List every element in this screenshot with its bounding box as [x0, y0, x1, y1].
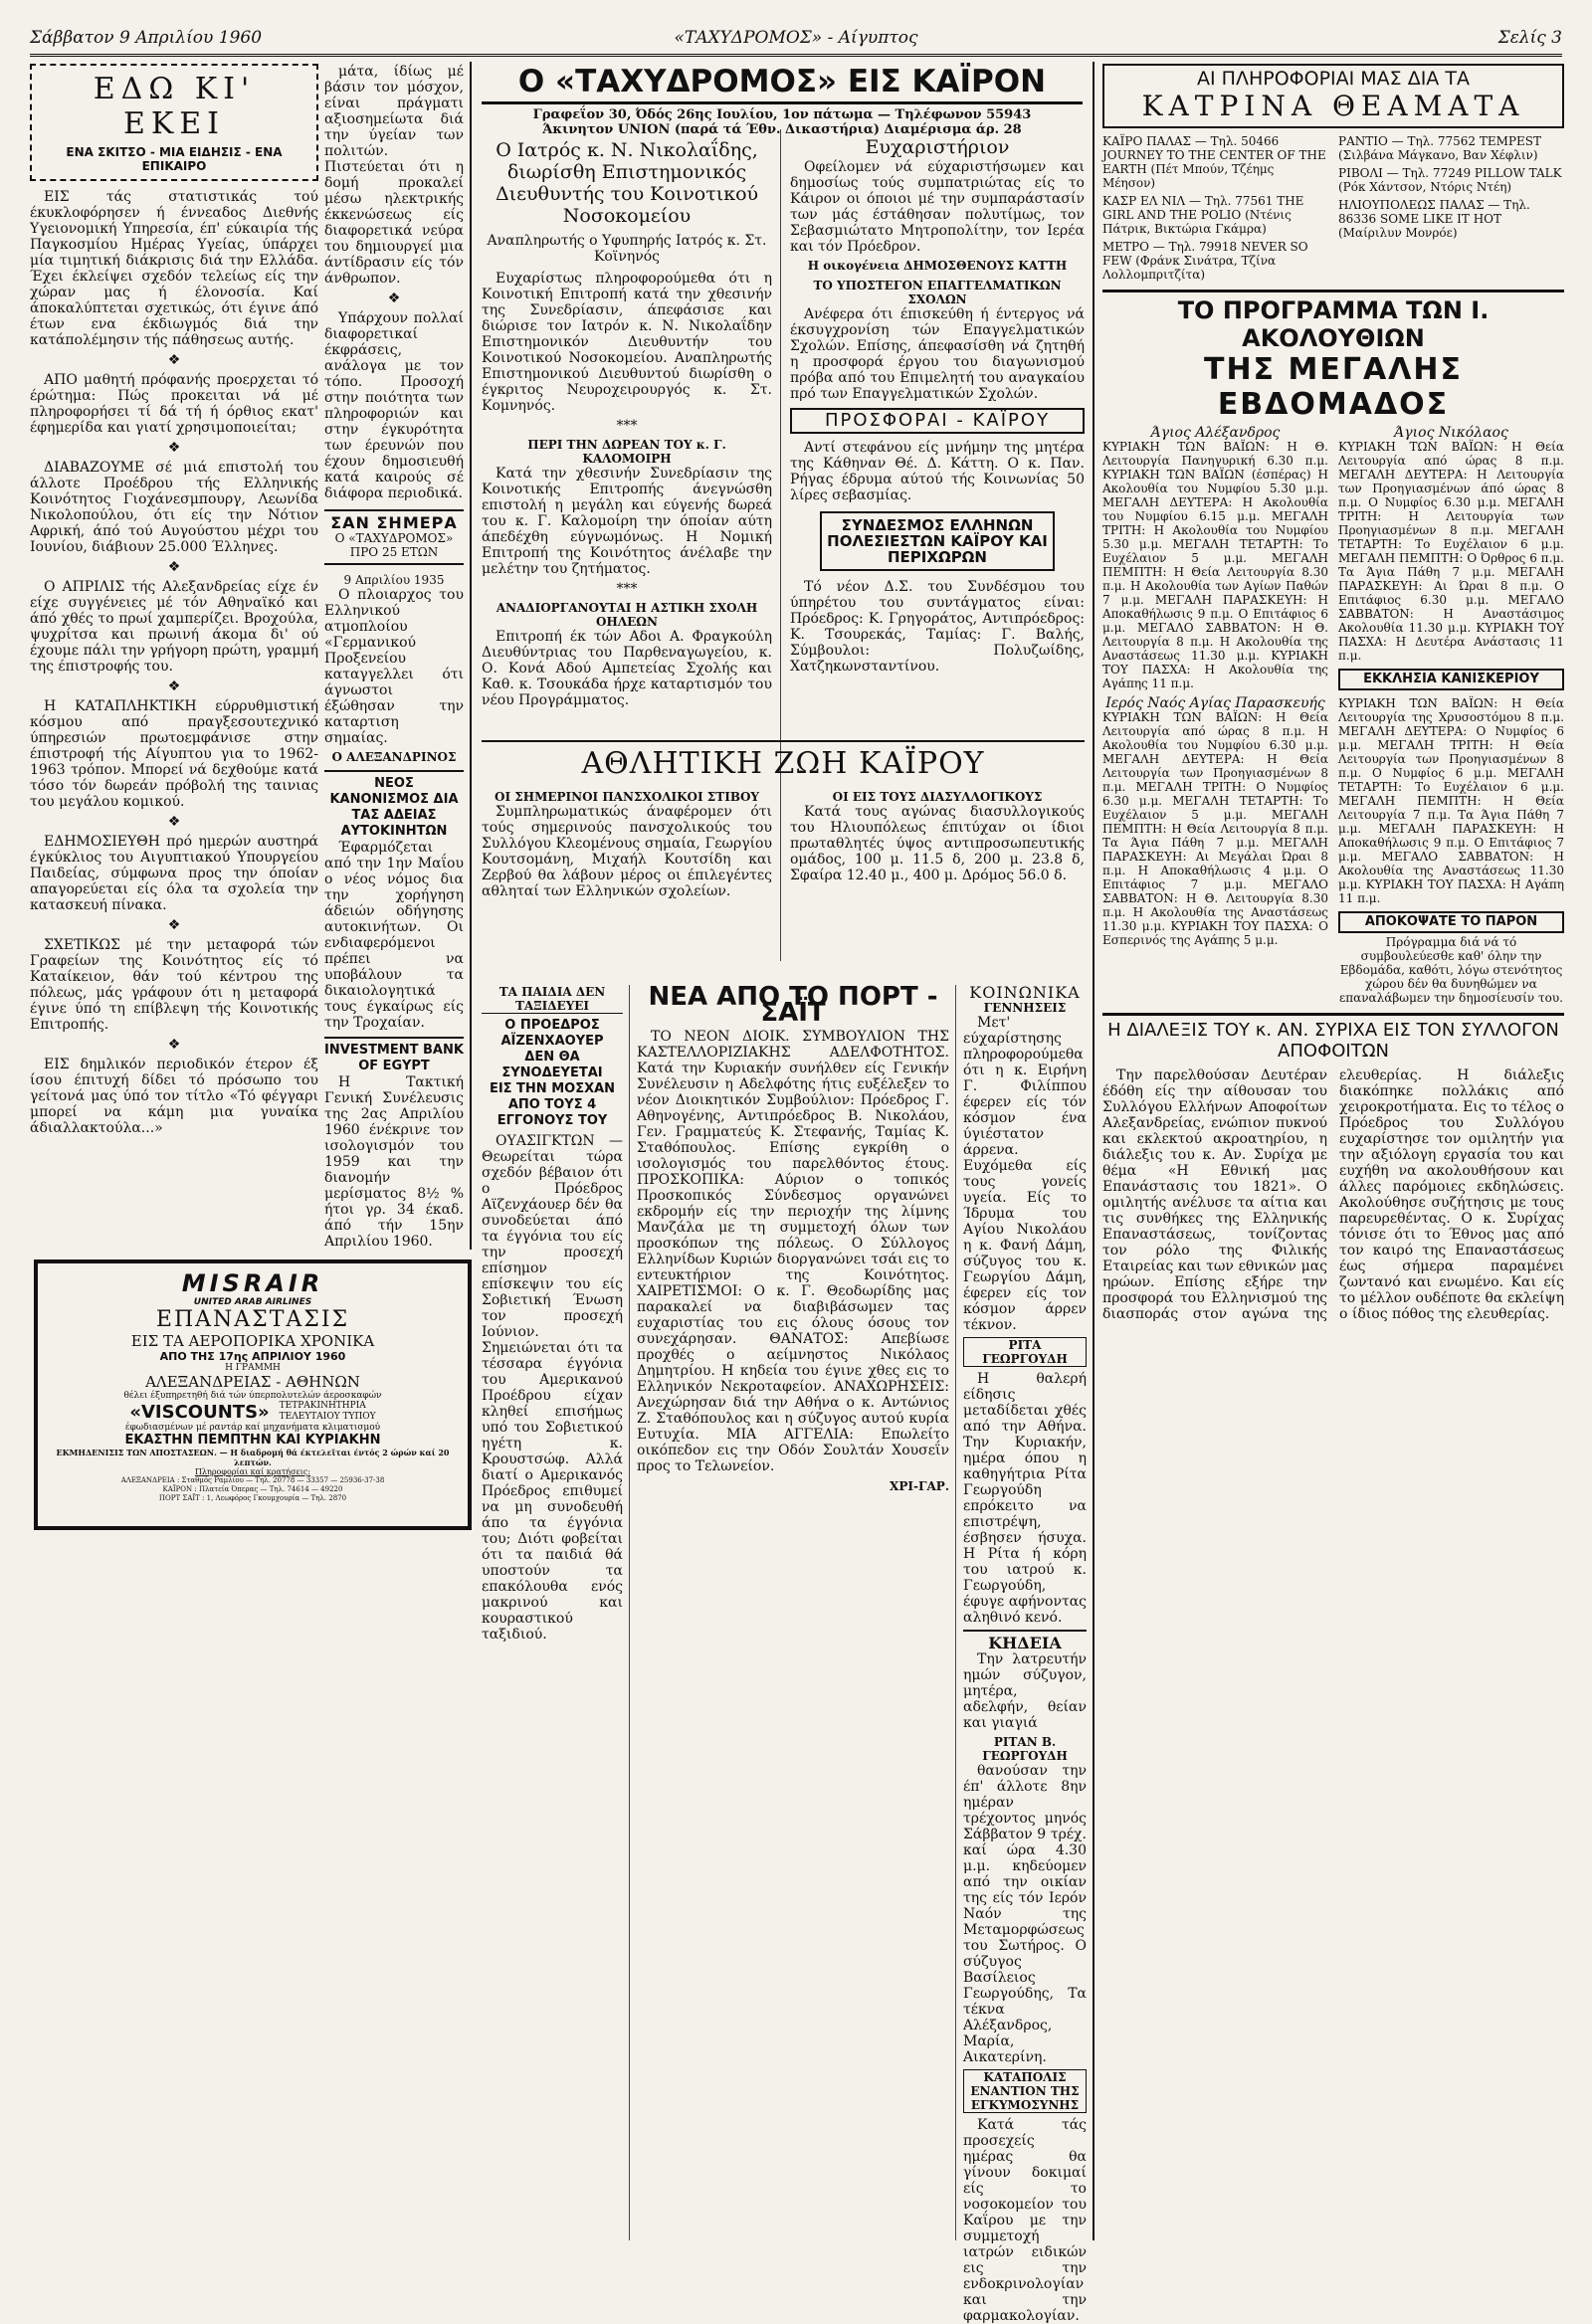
- church-b-title: Άγιος Νικόλαος: [1394, 425, 1508, 441]
- thanks-body: Οφείλομεν νά εύχαριστήσωμεν και δημοσίως τούς συμπατριώτας είς το Κάιρον οι όποιοι μέ την συμπαράστασίν των μάς έστάθησαν πολυτίμως, τον Σεβασμιώτατο Μητροπολίτην, τον Ιερέα και τόν Πρόεδρον.: [790, 159, 1085, 255]
- church-c-title: Ιερός Ναός Αγίας Παρασκευής: [1105, 695, 1325, 711]
- eisenhower-title-3: ΕΙΣ ΤΗΝ ΜΟΣΧΑΝ: [489, 1081, 616, 1096]
- edo-ki-ekei-box: [30, 64, 318, 181]
- today-title: ΣΑΝ ΣΗΜΕΡΑ: [330, 513, 458, 532]
- column-rule: [470, 62, 472, 1250]
- rules-title: ΝΕΟΣ ΚΑΝΟΝΙΣΜΟΣ ΔΙΑ ΤΑΣ ΑΔΕΙΑΣ ΑΥΤΟΚΙΝΗΤΩΝ: [324, 770, 464, 840]
- lecture-title: Η ΔΙΑΛΕΞΙΣ ΤΟΥ κ. ΑΝ. ΣΥΡΙΧΑ ΕΙΣ ΤΟΝ ΣΥΛΛΟΓΟΝ ΑΠΟΦΟΙΤΩΝ: [1102, 1013, 1564, 1062]
- eisenhower-kicker: ΤΑ ΠΑΙΔΙΑ ΔΕΝ ΤΑΞΙΔΕΥΕΙ: [482, 985, 623, 1014]
- edo-ki-ekei-paragraph: Ο ΑΠΡΙΛΙΣ τής Αλεξανδρείας είχε έν είχε συγγένειες μέ τόν Αθηναϊκό και άπό χθές το πρωί χαμπερίζει. Βροχούλα, ψυχρίτσα και πρωινή άκομα δι' ού έχουμε πάλι την γρήγορη πρώτη, γραμμή της έπιστροφής του.: [30, 579, 318, 675]
- offers-body: Αντί στεφάνου είς μνήμην της μητέρα της Κάθηναν Θέ. Δ. Κάττη. Ο κ. Παν. Ρήγας έδρυμα αύτού τής Κοινωνίας 50 λίρες σεβασμίας.: [790, 440, 1085, 503]
- column-rule: [629, 985, 630, 2240]
- church-a-schedule: ΚΥΡΙΑΚΗ ΤΩΝ ΒΑΪΩΝ: Η Θ. Λειτουργία Πανηγυρική 6.30 π.μ. ΚΥΡΙΑΚΗ ΤΩΝ ΒΑΪΩΝ (έσπέρας) Η Ακολουθία του Νυμφίου 5.30 μ.μ. ΜΕΓΑΛΗ ΔΕΥΤΕΡΑ: Η Ακολουθία του Νυμφίου 6.15 μ.μ. ΜΕΓΑΛΗ ΤΡΙΤΗ: Η Ακολουθία του Νυμφίου 5.30 μ.μ. ΜΕΓΑΛΗ ΤΕΤΑΡΤΗ: Το Ευχέλαιον 5 μ.μ. ΜΕΓΑΛΗ ΠΕΜΠΤΗ: Η Θεία Λειτουργία 8.30 π.μ. Η Ακολουθία των Αγίων Παθών 7 μ.μ. ΜΕΓΑΛΗ ΠΑΡΑΣΚΕΥΗ: Η Αποκαθήλωσις 9 π.μ. Ο Επιτάφιος 6 μ.μ. ΜΕΓΑΛΟ ΣΑΒΒΑΤΟΝ: Η Θ. Λειτουργία 8 π.μ. Η Ακολουθία της Αναστάσεως 11.30 μ.μ. ΚΥΡΙΑΚΗ ΤΟΥ ΠΑΣΧΑ: Η Ακολουθία της Αγάπης 11 π.μ.: [1102, 440, 1328, 690]
- church-d-schedule: ΚΥΡΙΑΚΗ ΤΩΝ ΒΑΪΩΝ: Η Θεία Λειτουργία της Χρυσοστόμου 8 π.μ. ΜΕΓΑΛΗ ΔΕΥΤΕΡΑ: Ο Νυμφίος 6 μ.μ. ΜΕΓΑΛΗ ΤΡΙΤΗ: Η Θεία Λειτουργία των Προηγιασμένων 8 π.μ. Ο Νυμφίος 6 μ.μ. ΜΕΓΑΛΗ ΤΕΤΑΡΤΗ: Το Ευχέλαιον 6 μ.μ. ΜΕΓΑΛΗ ΠΕΜΠΤΗ: Η Θεία Λειτουργία 7 π.μ. Τα Άγια Πάθη 7 μ.μ. ΜΕΓΑΛΗ ΠΑΡΑΣΚΕΥΗ: Η Αποκαθήλωσις 9 π.μ. Ο Επιτάφιος 7 μ.μ. ΜΕΓΑΛΟ ΣΑΒΒΑΤΟΝ: Η Ακολουθία της Αναστάσεως 11.30 μ.μ. ΚΥΡΙΑΚΗ ΤΟΥ ΠΑΣΧΑ: Η Αγάπη 11 π.μ.: [1338, 696, 1564, 905]
- cinema-item: ΗΛΙΟΥΠΟΛΕΩΣ ΠΑΛΑΣ — Τηλ. 86336 SOME LIKE IT HOT (Μαίριλυν Μονρόε): [1338, 198, 1530, 240]
- athletic-right-sub: ΟΙ ΕΙΣ ΤΟΥΣ ΔΙΑΣΥΛΛΟΓΙΚΟΥΣ: [832, 790, 1043, 804]
- funeral-body: Την λατρευτήν ημών σύζυγον, μητέρα, αδελφήν, θείαν και γιαγιά: [963, 1651, 1087, 1731]
- church-b-schedule: ΚΥΡΙΑΚΗ ΤΩΝ ΒΑΪΩΝ: Η Θεία Λειτουργία από ώρας 8 π.μ. ΜΕΓΑΛΗ ΔΕΥΤΕΡΑ: Η Λειτουργία των Προηγιασμένων άπό ώρας 8 π.μ. Ο Νυμφίος 6.30 μ.μ. ΜΕΓΑΛΗ ΤΡΙΤΗ: Η Λειτουργία των Προηγιασμένων 8 π.μ. ΜΕΓΑΛΗ ΤΕΤΑΡΤΗ: Το Ευχέλαιον 6 μ.μ. ΜΕΓΑΛΗ ΠΕΜΠΤΗ: Ο Όρθρος 6 π.μ. Τα Άγια Πάθη 7 μ.μ. ΜΕΓΑΛΗ ΠΑΡΑΣΚΕΥΗ: Αι Ώραι 8 π.μ. Ο Επιτάφιος 6.30 μ.μ. ΜΕΓΑΛΟ ΣΑΒΒΑΤΟΝ: Η Αναστάσιμος Ακολουθία 11.30 μ.μ. ΚΥΡΙΑΚΗ ΤΟΥ ΠΑΣΧΑ: Η Δευτέρα Ανάστασις 11 π.μ.: [1338, 440, 1564, 663]
- portsaid-body: ΤΟ ΝΕΟΝ ΔΙΟΙΚ. ΣΥΜΒΟΥΛΙΟΝ ΤΗΣ ΚΑΣΤΕΛΛΟΡΙΖΙΑΚΗΣ ΑΔΕΛΦΟΤΗΤΟΣ. Κατά την Κυριακήν συνήλθεν είς Γενικήν Συνέλευσιν η Αδελφότης ήτις ευξέλεξεν το νέον Διοικητικόν Συμβούλιον: Πρόεδρος Γ. Αθηνογένης, Αντιπρόεδρος Β. Νικολάου, Γεν. Γραμματεύς Κ. Στεφανής, Ταμίας Κ. Σταθόπουλος. Επίσης εγκρίθη ο ισολογισμός του παρελθόντος έτους. ΠΡΟΣΚΟΠΙΚΑ: Αύριον ο τοπικός Προσκοπικός Σύνδεσμος οργανώνει εκδρομήν είς την περιοχήν της λίμνης Μανζάλα με τη συμμετοχή όλων των προσκόπων της πόλεως. Ο Σύλλογος Ελληνίδων Κυριών διοργανώνει τσάι εις το εντευκτήριον της Κοινότητος. ΧΑΙΡΕΤΙΣΜΟΙ: Ο κ. Γ. Θεοδωρίδης μας παρακαλεί να διαβιβάσωμεν τας ευχαριστίας του εις όλους όσους τον συνεχάρησαν. ΘΑΝΑΤΟΣ: Απεβίωσε προχθές ο αείμνηστος Νικόλαος Δημητρίου. Η κηδεία του έγινε χθες εις το Ελληνικόν Νεκροταφείον. ΑΝΑΧΩΡΗΣΕΙΣ: Ανεχώρησαν διά την Αθήνα ο κ. Αντώνιος Ζ. Σταθόπουλος και η σύζυγος αυτού κυρία Ευτυχία. ΜΙΑ ΑΓΓΕΛΙΑ: Επωλείτο οικόπεδον εις την Οδόν Σουλτάν Χουσεΐν προς το Τελωνείον.: [637, 1029, 949, 1474]
- column-continuation: [324, 64, 464, 1250]
- cinema-item: ΚΑΪΡΟ ΠΑΛΑΣ — Τηλ. 50466 JOURNEY TO THE CENTER OF THE EARTH (Πέτ Μπούν, Τζέημς Μέησον): [1102, 134, 1326, 190]
- ad-brand-sub: UNITED ARAB AIRLINES: [193, 1297, 312, 1307]
- cinema-list-left: [1102, 134, 1328, 282]
- ad-plane-row: [38, 1401, 468, 1423]
- clip-title: ΑΠΟΚΟΨΑΤΕ ΤΟ ΠΑΡΟΝ: [1338, 911, 1564, 933]
- athletic-right-body: Κατά τους αγώνας διασυλλογικούς του Ηλιουπόλεως έπιτύχαν οι ίδιοι πρωταθλητές ύψος αντιπροσωπευτικής ομάδος, 100 μ. 11.5 δ, 200 μ. 23.8 δ, Σφαίρα 12.40 μ., 400 μ. Δρόμος 56.0 δ.: [790, 804, 1085, 883]
- funeral-name: ΡΙΤΑΝ Β. ΓΕΩΡΓΟΥΔΗ: [982, 1735, 1068, 1763]
- association-title: ΣΥΝΔΕΣΜΟΣ ΕΛΛΗΝΩΝ ΠΟΛΕΣΙΕΣΤΩΝ ΚΑΪΡΟΥ ΚΑΙ ΠΕΡΙΧΩΡΩΝ: [820, 511, 1055, 571]
- cinema-header: [1102, 64, 1564, 128]
- edo-ki-ekei-title: ΕΔΩ ΚΙ' ΕΚΕΙ: [93, 72, 256, 141]
- header-date: Σάββατον 9 Απριλίου 1960: [30, 28, 263, 48]
- ad-days: ΕΚΑΣΤΗΝ ΠΕΜΠΤΗΝ ΚΑΙ ΚΥΡΙΑΚΗΝ: [124, 1433, 381, 1448]
- eisenhower-headline: [482, 1018, 623, 1129]
- schedule-column-right: [1338, 426, 1564, 1005]
- cinema-title-2: ΚΑΤΡΙΝΑ ΘΕΑΜΑΤΑ: [1141, 90, 1525, 122]
- column-rule: [955, 985, 956, 2240]
- cinema-list-right: [1338, 134, 1564, 282]
- eisenhower-title-4: ΑΠΟ ΤΟΥΣ 4 ΕΓΓΟΝΟΥΣ ΤΟΥ: [497, 1097, 608, 1128]
- masthead-line2: Άκινητον UNION (παρά τά Έθν. Δικαστήρια) Διαμέρισμα άρ. 28: [542, 122, 1022, 137]
- athletic-left-body: Συμπληρωματικώς άναφέρομεν ότι τούς σημερινούς πανσχολικούς του Συλλόγου Κλεομένους σημαία, Γεωργίου Κουτσομάνη, Μιχαήλ Κουτσίδη και Ζερβού θα λάβουν μέρος οι έπιλεγέντες αθληταί των Ελληνικών σχολείων.: [482, 804, 772, 899]
- athletic-title: ΑΘΛΗΤΙΚΗ ΖΩΗ ΚΑΪΡΟΥ: [581, 746, 985, 781]
- athletic-right: [790, 790, 1085, 887]
- ad-flight: ΕΚΜΗΔΕΝΙΣΙΣ ΤΩΝ ΑΠΟΣΤΑΣΕΩΝ. — Η διαδρομή θά έκτελεῖται έντός 2 ώρών καί 20 λεπτών.: [56, 1448, 450, 1467]
- edo-ki-ekei-body: [30, 189, 318, 1136]
- separator-star: ❖: [167, 917, 181, 933]
- eisenhower-body: ΟΥΑΣΙΓΚΤΩΝ — Θεωρείται τώρα σχεδόν βέβαιον ότι ο Πρόεδρος Αϊζενχάουερ δέν θα συνοδεύεται άπό τα έγγόνια του είς την προσεχή επίσημον επίσκεψιν του είς Σοβιετική Ένωση τον προσεχή Ιούνιον. Σημειώνεται ότι τα τέσσαρα έγγόνια του Αμερικανού Προέδρου είχαν κληθεί επισήμως υπό του Σοβιετικού ηγέτη κ. Κρουστσώφ. Αλλά διατί ο Αμερικανός Πρόεδρος επιθυμεί να μη συνοδευθή άπο τα έγγόνια του; Διότι φοβείται ότι τα παιδιά θά υποστούν τα επακόλουθα ενός μακρινού και κουραστικού ταξιδιού.: [482, 1133, 623, 1643]
- today-date: 9 Απριλίου 1935: [343, 573, 445, 587]
- bank-title: INVESTMENT BANK OF EGYPT: [324, 1037, 464, 1074]
- church-c-schedule: ΚΥΡΙΑΚΗ ΤΩΝ ΒΑΪΩΝ: Η Θεία Λειτουργία από ώρας 8 π.μ. Η Ακολουθία του Νυμφίου 6.30 μ.μ. ΜΕΓΑΛΗ ΔΕΥΤΕΡΑ: Η Θεία Λειτουργία των Προηγιασμένων 8 π.μ. ΜΕΓΑΛΗ ΤΡΙΤΗ: Ο Νυμφίος 6.30 μ.μ. ΜΕΓΑΛΗ ΤΕΤΑΡΤΗ: Το Ευχέλαιον 5 μ.μ. ΜΕΓΑΛΗ ΠΕΜΠΤΗ: Η Θεία Λειτουργία 8 π.μ. Τα Άγια Πάθη 7 μ.μ. ΜΕΓΑΛΗ ΠΑΡΑΣΚΕΥΗ: Αι Μεγάλαι Ώραι 8 π.μ. Η Αποκαθήλωσις 4 μ.μ. Ο Επιτάφιος 7 μ.μ. ΜΕΓΑΛΟ ΣΑΒΒΑΤΟΝ: Η Θ. Λειτουργία 8.30 π.μ. Η Ακολουθία της Αναστάσεως 11.30 μ.μ. ΚΥΡΙΑΚΗ ΤΟΥ ΠΑΣΧΑ: Ο Εσπερινός της Αγάπης 5 μ.μ.: [1102, 710, 1328, 947]
- ad-contact-2: ΚΑΪΡΟΝ : Πλατεία Όπερας — Τηλ. 74614 — 49220: [162, 1485, 343, 1493]
- edo-ki-ekei-paragraph: ΑΠΟ μαθητή πρόφανής προερχεται τό έρώτημα: Πώς προκειται νά μέ πληροφορήσει τί δά τή ή όρθιος εκατ' έφημερίδα και γιατί χρησιμοποιείται;: [30, 372, 318, 436]
- separator-star: ❖: [167, 352, 181, 368]
- donation-body: Κατά την χθεσινήν Συνεδρίασιν της Κοινοτικής Επιτροπής άνεγνώσθη επιστολή η μεγάλη και εύγενής δωρεά του κ. Γ. Καλομοίρη την όποίαν αύτη άπεδέχθη εύγνωμόνως. Η Νομική Επιτροπή της Κοινότητος άνέλαβε την μελέτην του ζητήματος.: [482, 466, 772, 577]
- thanks-title: Ευχαριστήριον: [865, 136, 1010, 158]
- program-columns: [1102, 426, 1564, 1005]
- social-title: ΚΟΙΝΩΝΙΚΑ: [969, 983, 1081, 1002]
- column-rule: [1093, 62, 1094, 2240]
- pregnancy-body: Κατά τάς προσεχείς ημέρας θα γίνουν δοκιμαί είς το νοσοκομείον του Καΐρου με την συμμετοχή ιατρών ειδικών εις την ενδοκρινολογίαν και την φαρμακολογίαν.: [963, 2117, 1087, 2324]
- bank-body: Η Τακτική Γενική Συνέλευσις της 2ας Απριλίου 1960 ένέκρινε τον ισολογισμόν του 1959 και την διανομήν μερίσματος 8½ % ήτοι γρ. 34 έκαδ. άπό τήν 15ην Απριλίου 1960.: [324, 1074, 464, 1250]
- right-column: [1102, 64, 1564, 2242]
- portsaid-article: [637, 982, 949, 2238]
- edo-ki-ekei-paragraph: ΔΙΑΒΑΖΟΥΜΕ σέ μιά επιστολή του άλλοτε Προέδρου τής Ελληνικής Κοινότητος Γιοχάνεσμπουργ, Λεωνίδα Νικολοπούλου, ότι είς την Νότιον Αφρική, άπό τού Αυγούστου μέχρι του Ιουνίου, διάβιουν 25.000 Έλληνες.: [30, 460, 318, 555]
- ad-plane-desc: [280, 1401, 376, 1423]
- offers-title: ΠΡΟΣΦΟΡΑΙ - ΚΑΪΡΟΥ: [790, 408, 1085, 434]
- separator-star: ❖: [387, 290, 401, 306]
- separator-star: ❖: [167, 814, 181, 830]
- today-sub: Ο «ΤΑΧΥΔΡΟΜΟΣ» ΠΡΟ 25 ΕΤΩΝ: [334, 531, 454, 559]
- edo-ki-ekei-paragraph: Η ΚΑΤΑΠΛΗΚΤΙΚΗ εύρρυθμιστική κόσμου από πραγξεσουτεχνικό ύπηρεσιών πρωτοεμφάνισε στην έπιστροφή τής Αίγυπτου για το 1962-1963 τρόπον. Μπορεί νά δεχθούμε κατά τόσο τόν δωρεάν πρόβολή της ταινιας του μεγάλου κομικού.: [30, 698, 318, 810]
- separator-star: ❖: [167, 440, 181, 456]
- lecture-body: Την παρελθούσαν Δευτέραν έδόθη είς την αίθουσαν του Συλλόγου Ελλήνων Αποφοίτων Αλεξανδρείας, ενώπιον πυκνού και εκλεκτού ακροατηρίου, η διάλεξις του κ. Αν. Συρίχα με θέμα «Η Εθνική μας Επανάστασις του 1821». Ο ομιλητής ανέλυσε τα αίτια και τις συνθήκες της Ελληνικής Επαναστάσεως, τονίζοντας τον ρόλο της Φιλικής Εταιρείας και των εθνικών μας ηρώων. Επίσης εξήρε την προσφορά του Ελληνισμού της διασποράς στον αγώνα της ελευθερίας. Η διάλεξις διακόπηκε πολλάκις από χειροκροτήματα. Εις το τέλος ο Πρόεδρος του Συλλόγου ευχαρίστησε τον ομιλητήν για την αξιόλογη εργασία του και ευχήθη να ακολουθήσουν και άλλες παρόμοιες εκδηλώσεις. Ακολούθησε συζήτησις με τους παρευρεθέντας. Ο κ. Συρίχας τόνισε ότι το Έθνος μας από τον καιρό της Επαναστάσεως έως σήμερα παραμένει ζωντανό και ενωμένο. Και είς το μέλλον ουδέποτε θα εκλείψη ο ίδιος πόθος της ελευθερίας.: [1102, 1067, 1564, 1322]
- ad-plane-desc-1: ΤΕΤΡΑΚΙΝΗΤΗΡΙΑ: [279, 1401, 366, 1411]
- separator-star: ❖: [167, 1037, 181, 1053]
- ad-line-label: Η ΓΡΑΜΜΗ: [225, 1363, 281, 1373]
- rita-body: Η θαλερή είδησις μεταδίδεται χθές από την Αθήνα. Την Κυριακήν, ημέρα όπου η καθηγήτρια Ρίτα Γεωργούδη επρόκειτο να επιστρέψη, έσβησεν ήσυχα. Η Ρίτα ή κόρη του ιατρού κ. Γεωργούδη, έφυγε αφήνοντας αληθινό κενό.: [963, 1371, 1087, 1626]
- vocational-body: Ανέφερα ότι έπισκεύθη ή έντεργος νά έκσυγχρονίση τών Επαγγελματικών Σχολών. Επίσης, άπεφασίσθη νά ζητηθή η προσφορά έργου του διαγωνισμού πρόβα από του Επιμελητή του αναγκαίου πρό των Επαγγελματικών Σχολών.: [790, 306, 1085, 402]
- doctor-article: [482, 139, 772, 736]
- continuation-text-2: Υπάρχουν πολλαί διαφορετικαί έκφράσεις, ανάλογα με τον τόπο. Προσοχή στην ποιότητα των πληροφοριών και στην έγκυρότητα των έρευνών που έχουν δημοσιευθή κατά καιρούς σέ διάφορα περιοδικά.: [324, 310, 464, 501]
- masthead-title: Ο «ΤΑΧΥΔΡΟΜΟΣ» ΕΙΣ ΚΑΪΡΟΝ: [482, 64, 1083, 104]
- athletic-section: [482, 740, 1085, 975]
- ad-contact-1: ΑΛΕΞΑΝΔΡΕΙΑ : Σταθμός Ραμλίου — Τηλ. 20778 — 33357 — 25936-37-38: [120, 1476, 385, 1484]
- ad-plane-desc-2: ΤΕΛΕΥΤΑΙΟΥ ΤΥΠΟΥ: [279, 1412, 376, 1422]
- clip-body: Πρόγραμμα διά νά τό συμβουλεύεσθε καθ' όλην την Εβδομάδα, καθότι, λόγω στενότητος χώρου δέν θα δυνηθώμεν να επαναλάβωμεν την δημοσίευσίν του.: [1339, 935, 1563, 1005]
- doctor-body: Ευχαρίστως πληροφορούμεθα ότι η Κοινοτική Επιτροπή κατά την χθεσινήν της Συνεδρίασιν, άπεφάσισε και διώρισε τον Ιατρόν κ. Ν. Νικολαΐδην Επιστημονικόν Διευθυντήν του Κοινοτικού Νοσοκομείου. Αναπληρωτής Επιστημονικού Διευθυντού διωρίσθη ο έγκριτος Νευροχειρουργός κ. Στ. Κομνηνός.: [482, 271, 772, 414]
- masthead-line1: Γραφεΐον 30, Όδός 26ης Ιουλίου, 1ον πάτωμα — Τηλέφωνον 55943: [532, 107, 1032, 122]
- donation-sub: ΠΕΡΙ ΤΗΝ ΔΩΡΕΑΝ ΤΟΥ κ. Γ. ΚΑΛΟΜΟΙΡΗ: [527, 438, 726, 466]
- association-body: Τό νέον Δ.Σ. του Συνδέσμου του ύπηρέτου του συντάγματος είναι: Πρόεδρος: Κ. Γρηγοράτος, Αντιπρόεδρος: Κ. Τσουρεκάς, Ταμίας: Γ. Βαλής, Σύμβουλοι: Πολυζωίδης, Χατζηκωνσταντίνου.: [790, 579, 1085, 675]
- school-sub: ΑΝΑΔΙΟΡΓΑΝΟΥΤΑΙ Η ΑΣΤΙΚΗ ΣΧΟΛΗ ΟΗΛΕΩΝ: [496, 601, 758, 629]
- program-header: [1102, 290, 1564, 422]
- misrair-ad: [34, 1259, 472, 1530]
- athletic-left: [482, 790, 772, 903]
- separator-star: ***: [616, 418, 638, 434]
- ad-from: ΑΠΟ ΤΗΣ 17ης ΑΠΡΙΛΙΟΥ 1960: [159, 1350, 346, 1363]
- header-paper-name: «ΤΑΧΥΔΡΟΜΟΣ» - Αίγυπτος: [674, 28, 918, 48]
- separator-star: ❖: [167, 678, 181, 694]
- edo-ki-ekei-subtitle: ΕΝΑ ΣΚΙΤΣΟ - ΜΙΑ ΕΙΔΗΣΙΣ - ΕΝΑ ΕΠΙΚΑΙΡΟ: [66, 145, 283, 173]
- program-title-1: ΤΟ ΠΡΟΓΡΑΜΜΑ ΤΩΝ Ι. ΑΚΟΛΟΥΘΙΩΝ: [1177, 296, 1490, 352]
- cinema-item: ΜΕΤΡΟ — Τηλ. 79918 NEVER SO FEW (Φράνκ Σινάτρα, Τζίνα Λολλομπριτζίτα): [1102, 240, 1308, 282]
- today-box: [324, 509, 464, 565]
- today-body: Ο πλοιαρχος του Ελληνικού ατμοπλοίου «Γερμανικού Προξενείου καταγγελλει ότι άγνωστοι έξώθησαν την καταρτιση σημαίας.: [324, 587, 464, 746]
- church-d-title: ΕΚΚΛΗΣΙΑ ΚΑΝΙΣΚΕΡΙΟΥ: [1338, 669, 1564, 690]
- edo-ki-ekei-paragraph: ΕΙΣ δημλικόν περιοδικόν έτερον έξ ίσου έπιτυχή δίδει τό πρόσωπο του γείτονά μας ύπό τον τίτλο «Τό φέγγαρι μπορεί να κάμη μια γυναίκα άδιαλλακτούλα...»: [30, 1057, 318, 1136]
- doctor-sub: Αναπληρωτής ο Υφυπηρής Ιατρός κ. Στ. Κοϊνηνός: [487, 233, 767, 265]
- cinema-title-1: ΑΙ ΠΛΗΡΟΦΟΡΙΑΙ ΜΑΣ ΔΙΑ ΤΑ: [1197, 68, 1470, 90]
- ad-h1: ΕΠΑΝΑΣΤΑΣΙΣ: [155, 1307, 350, 1332]
- eisenhower-title-1: Ο ΠΡΟΕΔΡΟΣ ΑΪΖΕΝΧΑΟΥΕΡ: [500, 1018, 604, 1049]
- header-page-label: Σελίς 3: [1497, 28, 1562, 48]
- ad-equipment: έφωδιασμένων μέ ραντάρ καί μηχανήματα κλιματισμού: [124, 1423, 381, 1433]
- doctor-headline: Ο Ιατρός κ. Ν. Νικολαΐδης, διωρίσθη Επιστημονικός Διευθυντής του Κοινοτικού Νοσοκομείου: [495, 139, 759, 227]
- eisenhower-article: [482, 985, 623, 2238]
- schedule-column-left: [1102, 426, 1328, 1005]
- edo-ki-ekei-paragraph: ΕΙΣ τάς στατιστικάς τού έκυκλοφόρησεν ή έννεαδος Διεθνής Υγειονομική Υπηρεσία, έπ' εύκαιρία τής Παγκοσμίου Ημέρας Υγείας, ύπάρχει μία τιμητική διάκρισις διά την Ελλάδα. Έχει έκλείψει σχεδόν τελείως είς την χώραν μας ή έλονοσία. Καί άποκαλύπτεται σχετικώς, ότι έγινε άπό έτων ενα έκδιωγμός διά την κατάπολέμησιν τής πάθησεως αυτής.: [30, 189, 318, 348]
- ad-route: ΑΛΕΞΑΝΔΡΕΙΑΣ - ΑΘΗΝΩΝ: [145, 1373, 360, 1391]
- eisenhower-title-2: ΔΕΝ ΘΑ ΣΥΝΟΔΕΥΕΤΑΙ: [501, 1050, 603, 1080]
- funeral-body-2: θανούσαν την έπ' άλλοτε 8ην ημέραν τρέχοντος μηνός Σάββατον 9 τρέχ. καί ώρα 4.30 μ.μ. κηδεύομεν από την οικίαν της είς τόν Ιερόν Ναόν της Μεταμορφώσεως του Σωτήρος. Ο σύζυγος Βασίλειος Γεωργούδης, Τα τέκνα Αλέξανδρος, Μαρία, Αικατερίνη.: [963, 1763, 1087, 2065]
- births-sub: ΓΕΝΝΗΣΕΙΣ: [983, 1001, 1067, 1015]
- portsaid-sign: ΧΡΙ-ΓΑΡ.: [890, 1479, 949, 1493]
- social-body: Μετ' εύχαρίστησης πληροφορούμεθα ότι η κ. Ειρήνη Γ. Φιλίππου έφερεν είς τόν κόσμον ένα ύγιέστατον άρρενα. Ευχόμεθα είς τους γονείς υγεία. Είς το Ίδρυμα του Αγίου Νικολάου η κ. Φανή Δάμη, σύζυγος του κ. Γεωργίου Δάμη, έφερεν είς τον κόσμον άρρεν τέκνον.: [963, 1015, 1087, 1333]
- today-sign: Ο ΑΛΕΞΑΝΔΡΙΝΟΣ: [331, 750, 457, 764]
- masthead: [482, 64, 1083, 137]
- school-body: Επιτροπή έκ τών Αδοι Α. Φραγκούλη Διευθύντριας του Παρθεναγωγείου, κ. Ο. Κονά Αδού Αμπετείας Σχολής και Καθ. κ. Τσουκάδα ήρχε καταρτισμόν του νέου Προγράμματος.: [482, 629, 772, 708]
- pregnancy-title: ΚΑΤΑΠΟΛΙΣ ΕΝΑΝΤΙΟΝ ΤΗΣ ΕΓΚΥΜΟΣΥΝΗΣ: [963, 2069, 1087, 2113]
- lecture-body-wrap: [1102, 1067, 1564, 1324]
- ad-info: Πληροφορίαι καί κρατήσεις:: [194, 1467, 311, 1476]
- edo-ki-ekei-paragraph: ΣΧΕΤΙΚΩΣ μέ την μεταφορά τών Γραφείων της Κοινότητος είς τό Καταίκειον, θάν τού κέντρου της πόλεως, μάς γράφουν ότι η μεταφορά έγινε ύπό τη επίβλεψη τής Κοινοτικής Επιτροπής.: [30, 937, 318, 1033]
- athletic-left-sub: ΟΙ ΣΗΜΕΡΙΝΟΙ ΠΑΝΣΧΟΛΙΚΟΙ ΣΤΙΒΟΥ: [495, 790, 759, 804]
- cinema-item: ΡΙΒΟΛΙ — Τηλ. 77249 PILLOW TALK (Ρόκ Χάντσον, Ντόρις Ντέη): [1338, 166, 1562, 194]
- portsaid-title: ΝΕΑ ΑΠΟ ΤΟ ΠΟΡΤ - ΣΑΪΤ: [648, 982, 938, 1028]
- separator-star: ❖: [167, 559, 181, 575]
- ad-plane: «VISCOUNTS»: [129, 1401, 270, 1423]
- program-title-2: ΤΗΣ ΜΕΓΑΛΗΣ ΕΒΔΟΜΑΔΟΣ: [1203, 352, 1463, 422]
- cinema-item: ΡΑΝΤΙΟ — Τηλ. 77562 TEMPEST (Σιλβάνα Μάγκανο, Βαν Χέφλιν): [1338, 134, 1541, 162]
- separator-star: ***: [616, 581, 638, 597]
- ad-service: θέλει έξυπηρετηθή διά τών ύπερπολυτελών άεροσκαφών: [123, 1391, 382, 1401]
- cinema-listings: [1102, 134, 1564, 282]
- ad-brand: MISRAIR: [181, 1269, 324, 1297]
- vocational-title: ΤΟ ΥΠΟΣΤΕΓΟΝ ΕΠΑΓΓΕΛΜΑΤΙΚΩΝ ΣΧΟΛΩΝ: [813, 279, 1062, 306]
- social-column: [963, 983, 1087, 2324]
- ad-contact-3: ΠΟΡΤ ΣΑΪΤ : 1, Λεωφόρος Γκουμχουρία — Τηλ. 2870: [158, 1494, 347, 1502]
- rules-body: Έφαρμόζεται από την 1ην Μαΐου ο νέος νόμος δια την χορήγηση άδειών οδήγησης αυτοκινήτων. Οι ενδιαφερόμενοι πρέπει να υποβάλουν τα δικαιολογητικά τους έγκαίρως είς την Τροχαίαν.: [324, 840, 464, 1031]
- edo-ki-ekei-paragraph: ΕΔΗΜΟΣΙΕΥΘΗ πρό ημερών αυστηρά έγκύκλιος του Αιγυπτιακού Υπουργείου Παιδείας, σύμφωνα προς την όποίαν απαγορεύεται είς όλα τα σχολεία την κατασκευή πίνακα.: [30, 834, 318, 913]
- funeral-title: ΚΗΔΕΙΑ: [963, 1630, 1087, 1651]
- page-header: [30, 26, 1562, 57]
- church-a-title: Άγιος Αλέξανδρος: [1150, 425, 1281, 441]
- continuation-text-1: μάτα, ίδίως μέ βάσιν τον μόσχον, είναι πράγματι αξιοσημείωτα διά την ύγείαν των πολιτών. Πιστεύεται ότι η δομή προκαλεί μέσω ηλεκτρικής έκκενώσεως είς διαφορετικά νεύρα του δημιουργεί μια άντίδρασιν είς τόν άνθρωπον.: [324, 64, 464, 287]
- cinema-item: ΚΑΣΡ ΕΛ ΝΙΛ — Τηλ. 77561 THE GIRL AND THE POLIO (Ντένις Πάτρικ, Βικτώρια Γκάμρα): [1102, 194, 1304, 236]
- column-edo-ki-ekei: [30, 64, 318, 1238]
- thanks-sign: Η οικογένεια ΔΗΜΟΣΘΕΝΟΥΣ ΚΑΤΤΗ: [807, 259, 1068, 273]
- ad-h2: ΕΙΣ ΤΑ ΑΕΡΟΠΟΡΙΚΑ ΧΡΟΝΙΚΑ: [130, 1332, 375, 1350]
- rita-title: ΡΙΤΑ ΓΕΩΡΓΟΥΔΗ: [963, 1337, 1087, 1367]
